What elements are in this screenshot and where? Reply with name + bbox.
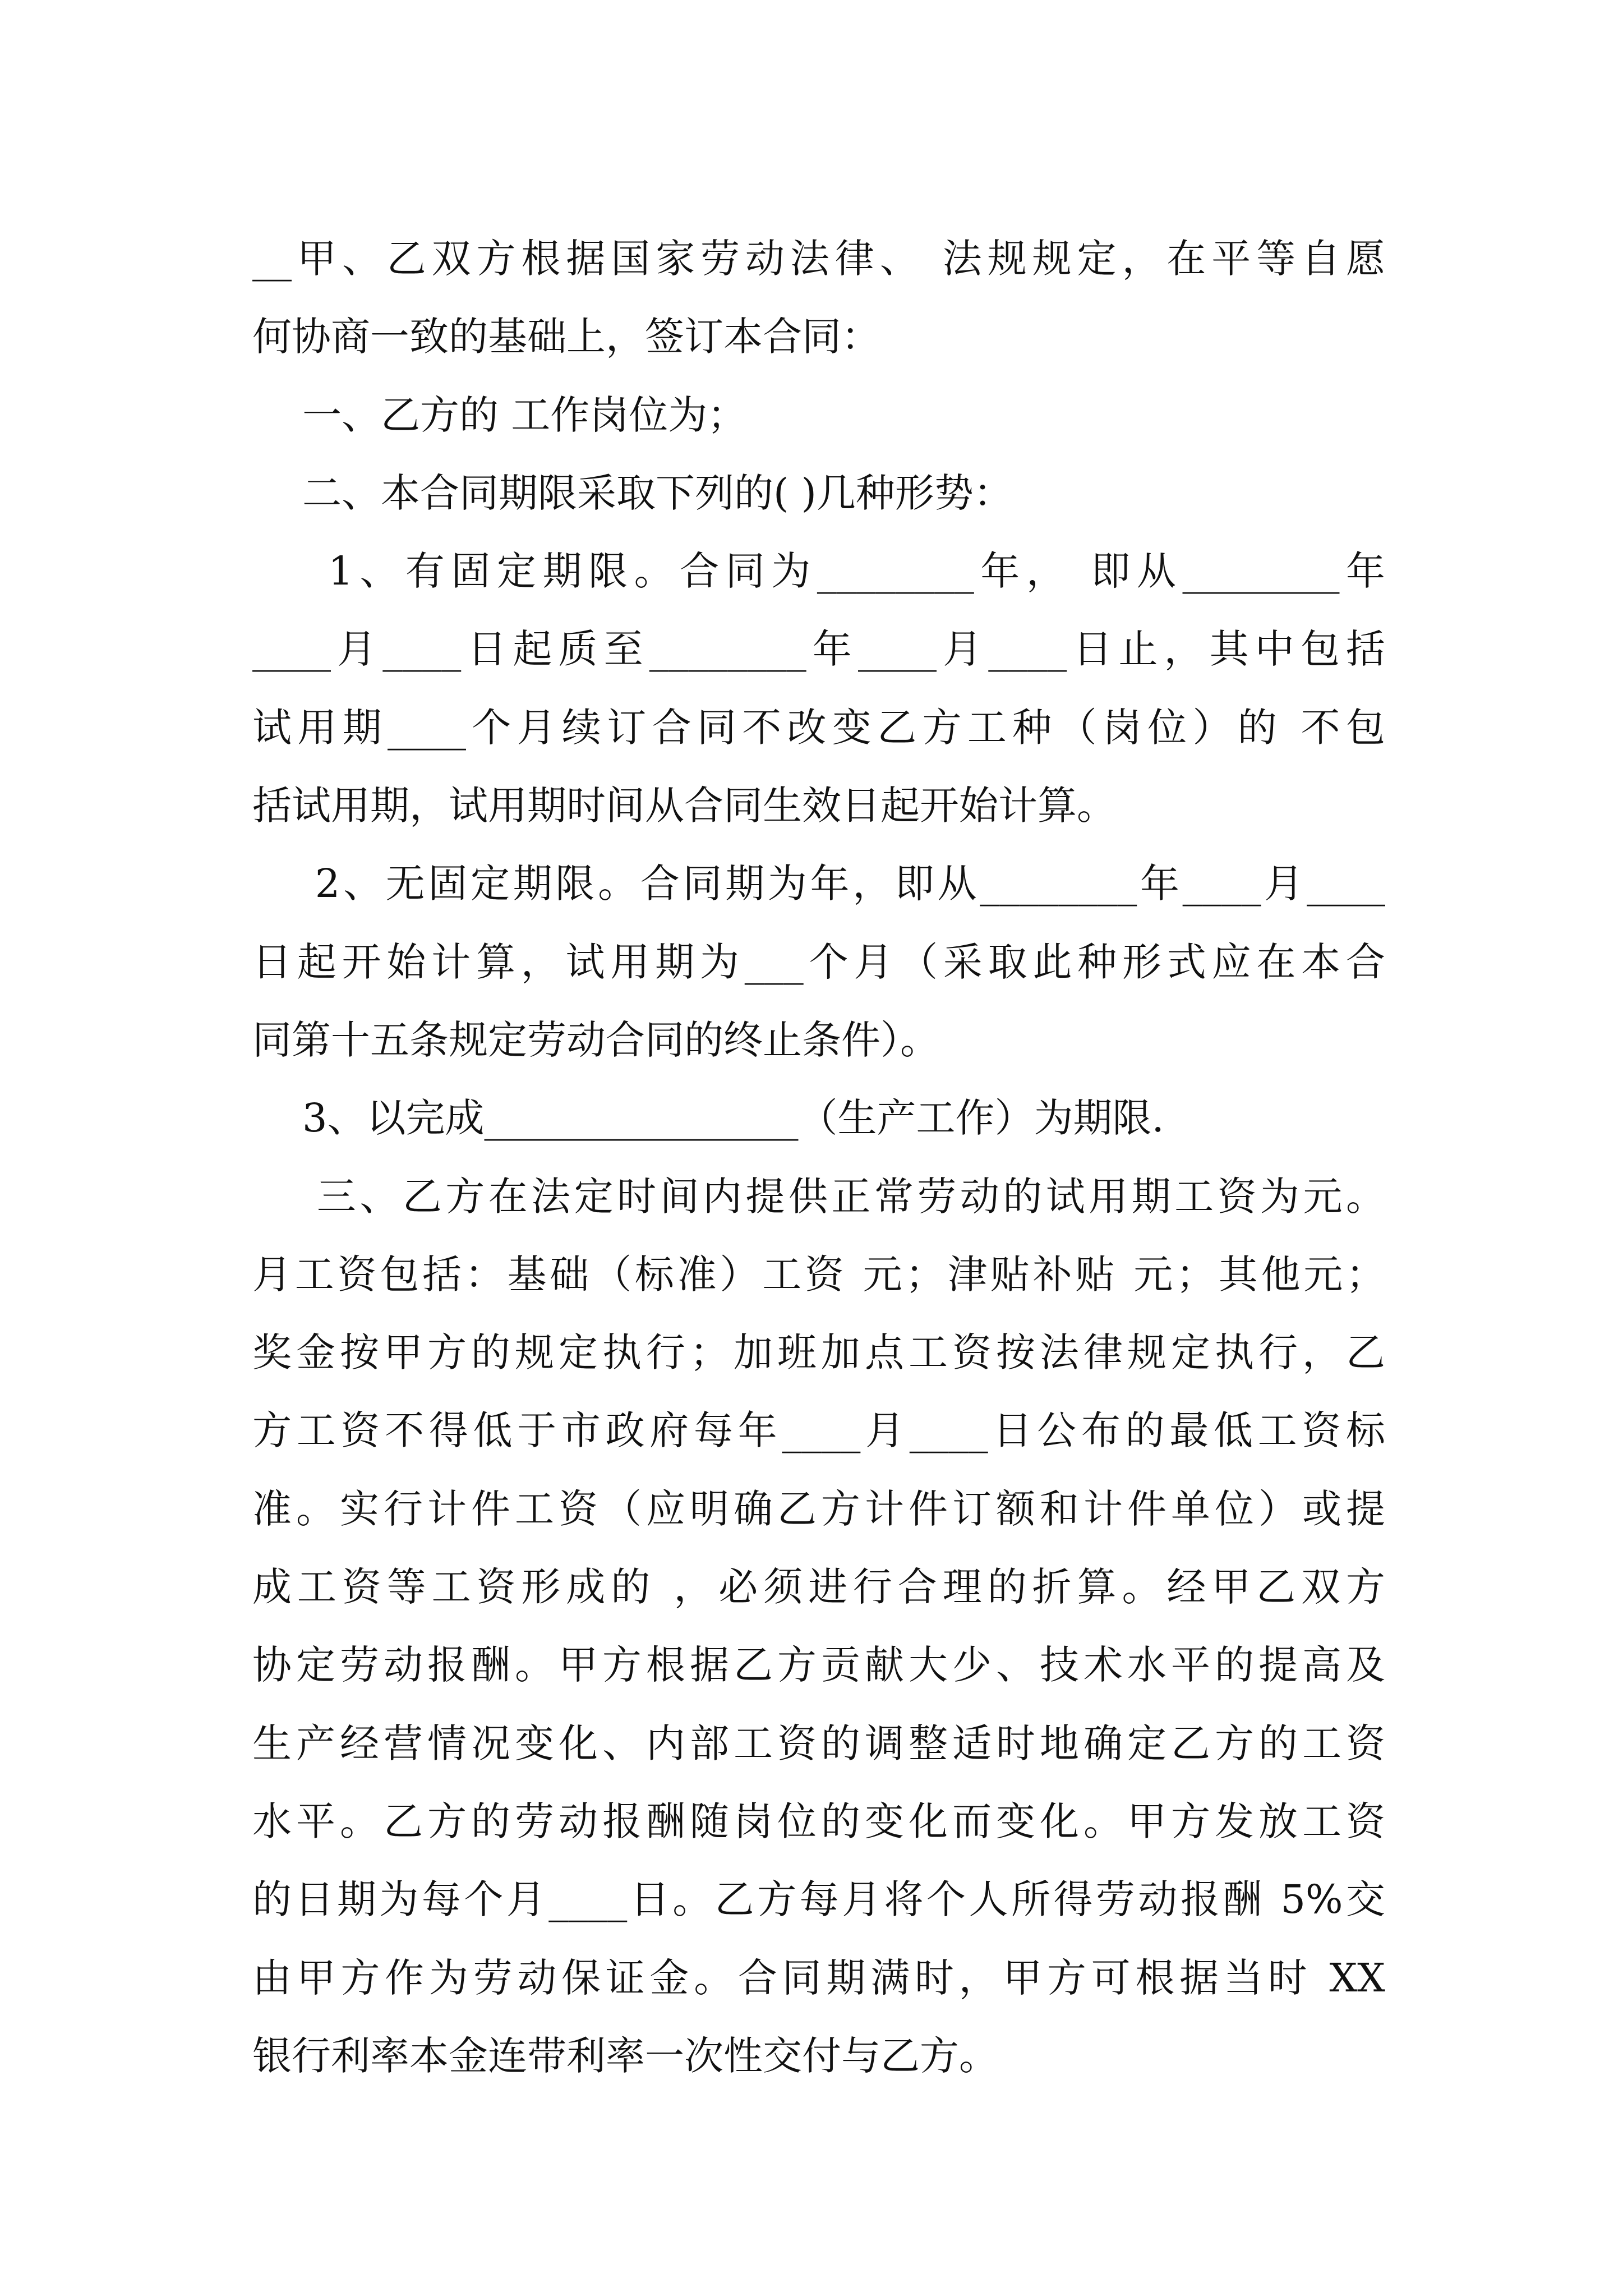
text-line: 试用期____个月续订合同不改变乙方工种（岗位）的 不包 bbox=[252, 704, 1385, 751]
contract-document bbox=[252, 220, 1385, 2095]
text-line: 何协商一致的基础上，签订本合同： bbox=[252, 314, 880, 360]
text-line: 银行利率本金连带利率一次性交付与乙方。 bbox=[252, 2032, 998, 2079]
text-line: 方工资不得低于市政府每年____月____日公布的最低工资标 bbox=[252, 1407, 1385, 1454]
text-line: 奖金按甲方的规定执行；加班加点工资按法律规定执行，乙 bbox=[252, 1329, 1385, 1376]
text-line: 日起开始计算，试用期为___个月（采取此种形式应在本合 bbox=[252, 938, 1385, 985]
text-line: 同第十五条规定劳动合同的终止条件）。 bbox=[252, 1016, 939, 1063]
text-line: 3、以完成________________（生产工作）为期限. bbox=[252, 1095, 1164, 1142]
text-line: 协定劳动报酬。甲方根据乙方贡献大少、技术水平的提高及 bbox=[252, 1642, 1385, 1688]
text-line: 由甲方作为劳动保证金。合同期满时，甲方可根据当时 XX bbox=[252, 1954, 1385, 2001]
text-line: 准。实行计件工资（应明确乙方计件订额和计件单位）或提 bbox=[252, 1485, 1385, 1532]
text-line: 成工资等工资形成的 ，必须进行合理的折算。经甲乙双方 bbox=[252, 1564, 1385, 1611]
text-line: 括试用期，试用期时间从合同生效日起开始计算。 bbox=[252, 783, 1116, 829]
text-line: 水平。乙方的劳动报酬随岗位的变化而变化。甲方发放工资 bbox=[252, 1798, 1385, 1844]
text-line: 2、无固定期限。合同期为年，即从________年____月____ bbox=[252, 861, 1385, 907]
text-line: 生产经营情况变化、内部工资的调整适时地确定乙方的工资 bbox=[252, 1720, 1385, 1766]
text-line: __甲、乙双方根据国家劳动法律、 法规规定，在平等自愿 bbox=[252, 236, 1385, 282]
text-line: 的日期为每个月____日。乙方每月将个人所得劳动报酬 5%交 bbox=[252, 1876, 1385, 1923]
text-line: 二、本合同期限采取下列的( )几种形势： bbox=[252, 470, 1013, 516]
text-line: 1、有固定期限。合同为________年， 即从________年 bbox=[252, 548, 1385, 595]
text-line: 一、乙方的 工作岗位为； bbox=[252, 392, 747, 438]
text-line: 三、乙方在法定时间内提供正常劳动的试用期工资为元。 bbox=[252, 1173, 1385, 1220]
text-line: ____月____日起质至________年____月____日止，其中包括 bbox=[252, 626, 1385, 673]
text-line: 月工资包括：基础（标准）工资 元；津贴补贴 元；其他元； bbox=[252, 1251, 1385, 1297]
